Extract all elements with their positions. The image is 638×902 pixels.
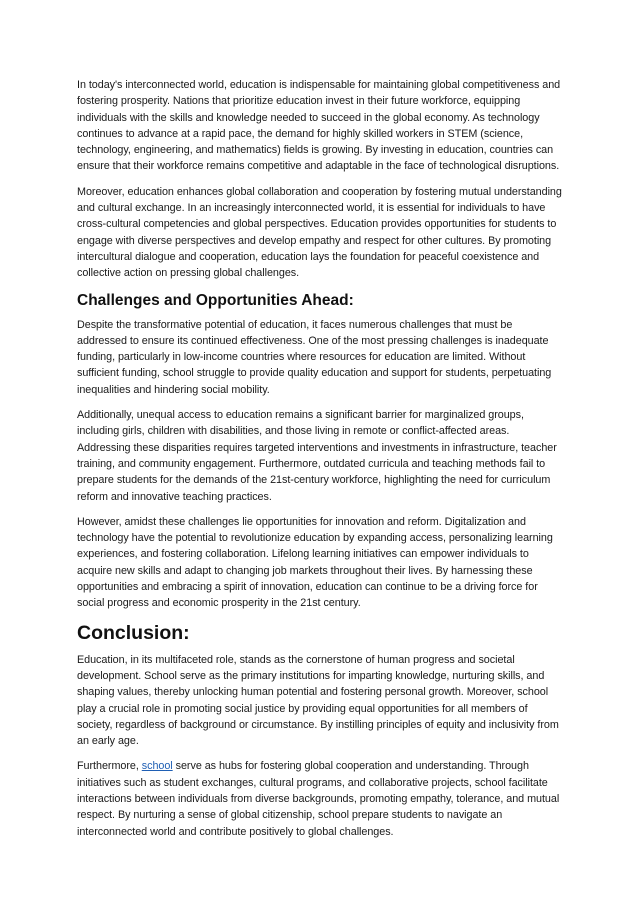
intro-paragraph-2: Moreover, education enhances global collaboration and cooperation by fostering mutual understanding and cultural exchange. In an increasingly interconnected world, it is essential for individuals to have cross-cultural competencies and global perspectives. Education provides opportunities for students to engage with diverse perspectives and develop empathy and respect for other cultures. By promoting intercultural dialogue and cooperation, education lays the foundation for peaceful coexistence and collective action on pressing global challenges.: [77, 185, 562, 280]
challenges-paragraph-3: However, amidst these challenges lie opportunities for innovation and reform. Digitalization and technology have the potential to revolutionize education by expanding access, personalizing learning experiences, and fostering collaboration. Lifelong learning initiatives can empower individuals to acquire new skills and adapt to changing job markets throughout their lives. By harnessing these opportunities and embracing a spirit of innovation, education can continue to be a driving force for social progress and economic prosperity in the 21st century.: [77, 515, 553, 610]
document-page: [77, 77, 563, 849]
conclusion-paragraph-1: Education, in its multifaceted role, stands as the cornerstone of human progress and societal development. School serve as the primary institutions for imparting knowledge, nurturing skills, and shaping values, thereby unlocking human potential and fostering personal growth. Moreover, school play a crucial role in promoting social justice by providing equal opportunities for all members of society, regardless of background or circumstance. By instilling principles of equity and inclusivity from an early age.: [77, 653, 559, 748]
conclusion-heading: Conclusion:: [77, 621, 190, 644]
conclusion-p2-rest: serve as hubs for fostering global cooperation and understanding. Through initiatives such as student exchanges, cultural programs, and collaborative projects, school facilitate interactions between individuals from diverse backgrounds, promoting empathy, tolerance, and mutual respect. By nurturing a sense of global citizenship, school prepare students to navigate an interconnected world and contribute positively to global challenges.: [77, 760, 560, 838]
conclusion-paragraph-2: [77, 758, 563, 839]
school-link[interactable]: school: [141, 760, 173, 773]
intro-paragraph-1: In today's interconnected world, education is indispensable for maintaining global competitiveness and fostering prosperity. Nations that prioritize education invest in their future workforce, equipping individuals with the skills and knowledge needed to succeed in the global economy. As technology continues to advance at a rapid pace, the demand for highly skilled workers in STEM (science, technology, engineering, and mathematics) fields is growing. By investing in education, countries can ensure that their workforce remains competitive and adaptable in the face of technological disruptions.: [77, 79, 561, 173]
conclusion-p2-lead: Furthermore,: [77, 760, 142, 773]
challenges-heading: Challenges and Opportunities Ahead:: [77, 291, 354, 309]
challenges-paragraph-2: Additionally, unequal access to education remains a significant barrier for marginalized groups, including girls, children with disabilities, and those living in remote or conflict-affected areas. Addressing these disparities requires targeted interventions and investments in infrastructure, teacher training, and community engagement. Furthermore, outdated curricula and teaching methods fail to prepare students for the demands of the 21st-century workforce, highlighting the need for curriculum reform and innovative teaching practices.: [77, 409, 557, 503]
challenges-paragraph-1: Despite the transformative potential of education, it faces numerous challenges that must be addressed to ensure its continued effectiveness. One of the most pressing challenges is inadequate funding, particularly in low-income countries where resources for education are limited. Without sufficient funding, school struggle to provide quality education and support for students, perpetuating inequalities and hindering social mobility.: [77, 318, 552, 396]
